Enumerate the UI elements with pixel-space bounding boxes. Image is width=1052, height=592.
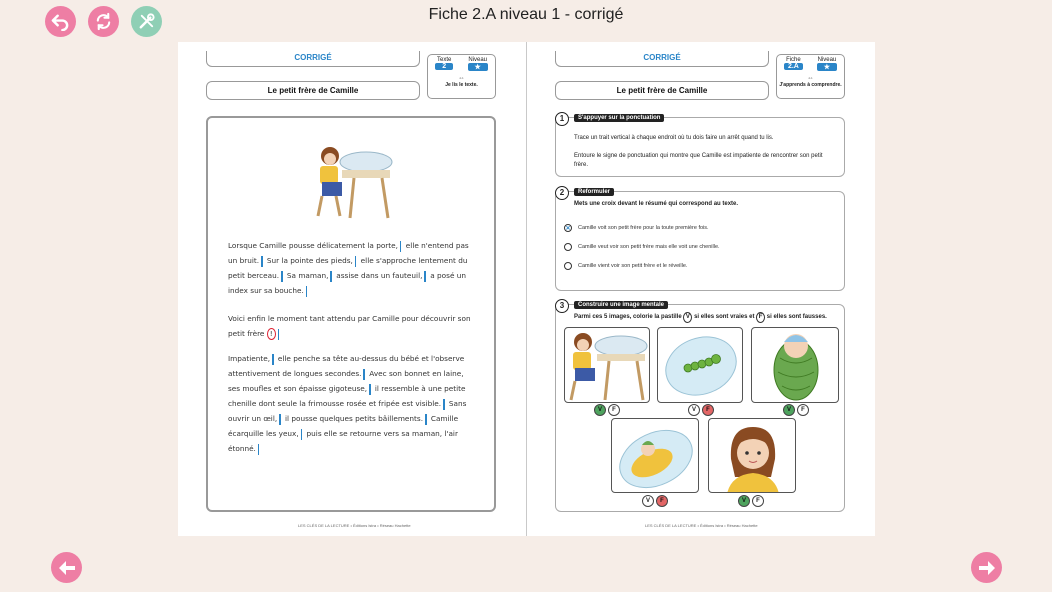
- radio[interactable]: [564, 243, 572, 251]
- meta-caption: J'apprends à comprendre.: [779, 82, 842, 88]
- paragraph-1: Lorsque Camille pousse délicatement la porte, elle n'entend pas un bruit. Sur la pointe des pieds, elle s'approche lentement du petit berceau. Sa maman, assise dans un fauteuil, a posé un index sur sa bouche.: [228, 241, 469, 295]
- false-dot[interactable]: F: [608, 404, 620, 416]
- meta-star: ★: [468, 63, 488, 71]
- false-dot[interactable]: F: [752, 495, 764, 507]
- section-number: 2: [555, 186, 569, 200]
- sheet-meta-box: [776, 54, 845, 99]
- sheet-title: Le petit frère de Camille: [555, 81, 769, 100]
- true-dot[interactable]: V: [783, 404, 795, 416]
- meta-caption: Je lis le texte.: [445, 82, 478, 88]
- section-number: 3: [555, 299, 569, 313]
- true-dot[interactable]: V: [738, 495, 750, 507]
- section-title: Reformuler: [574, 188, 614, 196]
- meta-label: Texte: [436, 57, 452, 63]
- arrow-left-icon: [57, 558, 77, 578]
- reading-text-box: [206, 116, 496, 512]
- meta-value: 2: [435, 63, 453, 70]
- text-meta-box: [427, 54, 496, 99]
- radio-checked[interactable]: ✕: [565, 225, 571, 232]
- page-title: Fiche 2.A niveau 1 - corrigé: [428, 6, 624, 23]
- true-false-choice: [688, 404, 714, 416]
- circled-exclamation: !: [267, 328, 276, 340]
- true-dot[interactable]: V: [594, 404, 606, 416]
- girl-with-cradle-image: [564, 327, 650, 403]
- summary-option[interactable]: Camille vient voir son petit frère et le réveille.: [564, 262, 687, 270]
- section-reformulate: [555, 188, 845, 291]
- instruction: Mets une croix devant le résumé qui correspond au texte.: [574, 201, 739, 207]
- section-number: 1: [555, 112, 569, 126]
- false-dot[interactable]: F: [797, 404, 809, 416]
- true-dot[interactable]: V: [688, 404, 700, 416]
- summary-option[interactable]: ✕ Camille voit son petit frère pour la toute première fois.: [565, 225, 709, 232]
- meta-value: 2.A: [784, 63, 803, 70]
- baby-in-blanket-image: [611, 418, 699, 493]
- summary-option[interactable]: Camille veut voir son petit frère mais elle voit une chenille.: [564, 243, 720, 251]
- instruction: Parmi ces 5 images, colorie la pastille V si elles sont vraies et F si elles sont fausses.: [574, 312, 836, 323]
- text-title: Le petit frère de Camille: [206, 81, 420, 100]
- section-mental-image: [555, 301, 845, 512]
- girl-portrait-image: [708, 418, 796, 493]
- instruction: Trace un trait vertical à chaque endroit où tu dois faire un arrêt quand tu lis.: [574, 135, 774, 141]
- false-dot[interactable]: F: [702, 404, 714, 416]
- section-punctuation: [555, 114, 845, 177]
- caterpillar-image: [657, 327, 743, 403]
- meta-label: Fiche: [786, 57, 801, 63]
- left-footer: LES CLÉS DE LA LECTURE • Éditions Istra • Réseau Hachette: [298, 523, 411, 528]
- baby-in-sleeping-bag-image: [751, 327, 839, 403]
- paragraph-2: Voici enfin le moment tant attendu par Camille pour découvrir son petit frère !: [228, 314, 471, 338]
- false-dot[interactable]: F: [656, 495, 668, 507]
- meta-label: Niveau: [817, 57, 837, 63]
- meta-label: Niveau: [468, 57, 487, 63]
- section-title: S'appuyer sur la ponctuation: [574, 114, 664, 122]
- glasses-icon: ◦◦: [808, 76, 813, 82]
- girl-with-cradle-illustration: [314, 144, 394, 222]
- true-false-choice: [642, 495, 668, 507]
- previous-page-button[interactable]: [51, 552, 82, 583]
- true-dot[interactable]: V: [642, 495, 654, 507]
- arrow-right-icon: [977, 558, 997, 578]
- radio[interactable]: [564, 262, 572, 270]
- true-false-choice: [783, 404, 809, 416]
- meta-star: ★: [817, 63, 837, 71]
- paragraph-3: Impatiente, elle penche sa tête au-dessus du bébé et l'observe attentivement de longues secondes. Avec son bonnet en laine, ses moufles et son épaisse gigoteuse, il ressemble à une petite chenille dont seule la frimousse rosée et fripée est visible. Sans ouvrir un œil, il pousse quelques petits bâillements. Camille écarquille les yeux, puis elle se retourne vers sa maman, l'air étonné.: [228, 354, 467, 453]
- right-footer: LES CLÉS DE LA LECTURE • Éditions Istra • Réseau Hachette: [645, 523, 758, 528]
- instruction: Entoure le signe de ponctuation qui montre que Camille est impatiente de rencontrer son petit frère.: [574, 153, 823, 168]
- true-false-choice: [594, 404, 620, 416]
- glasses-icon: ◦◦: [459, 76, 464, 82]
- next-page-button[interactable]: [971, 552, 1002, 583]
- section-title: Construire une image mentale: [574, 301, 668, 309]
- corrige-label: CORRIGÉ: [206, 51, 420, 67]
- true-false-choice: [738, 495, 764, 507]
- corrige-label: CORRIGÉ: [555, 51, 769, 67]
